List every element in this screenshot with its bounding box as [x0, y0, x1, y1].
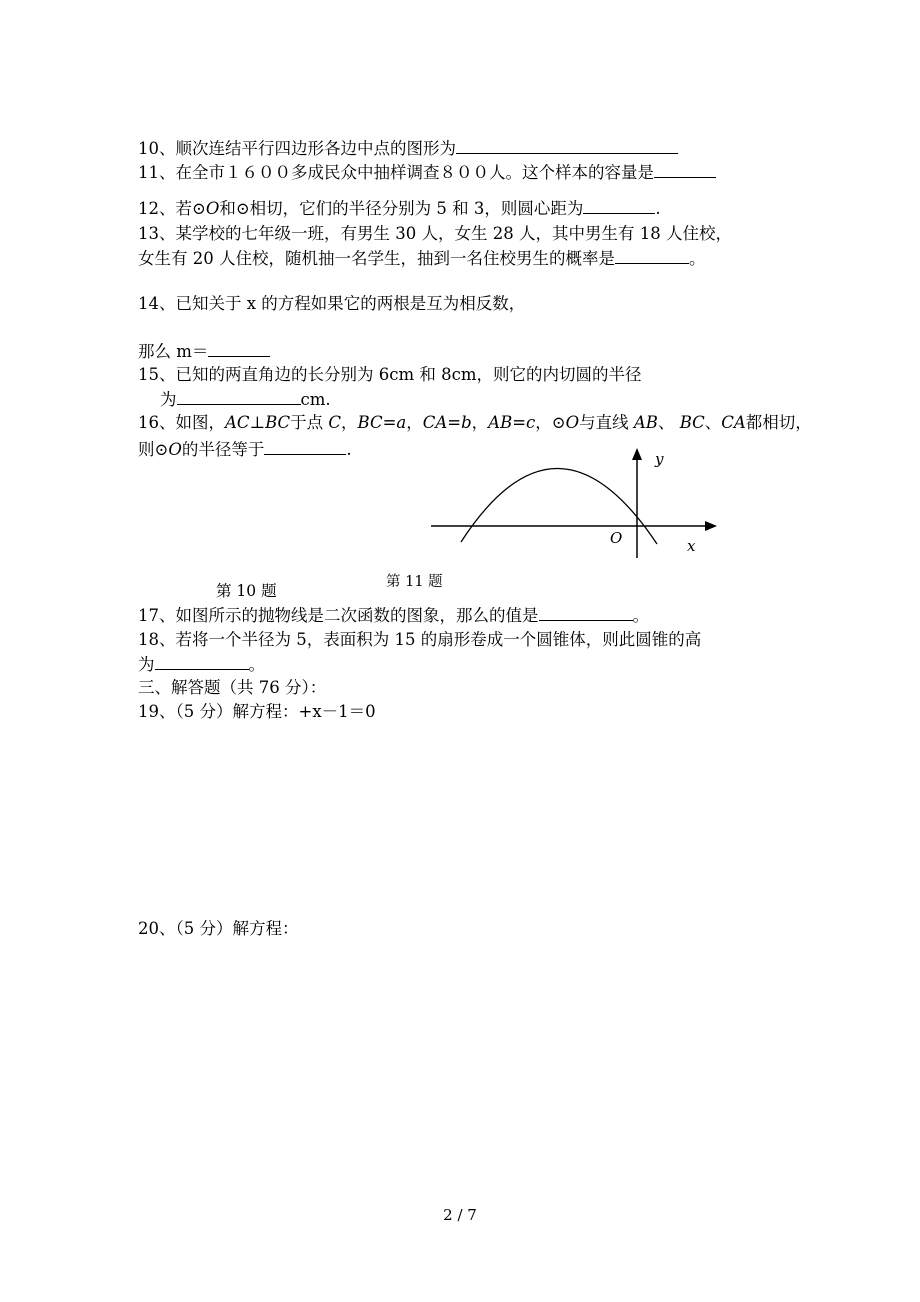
- parabola-curve: [461, 468, 657, 544]
- answer-blank[interactable]: [264, 438, 346, 455]
- circle-label: O: [565, 413, 580, 432]
- q16-text: 16、如图，: [138, 413, 225, 432]
- question-13-line-2: [138, 247, 706, 270]
- q16-text: 的半径等于: [181, 440, 265, 459]
- answer-blank[interactable]: [654, 161, 716, 178]
- question-16-line-2: [138, 438, 352, 461]
- question-17: [138, 604, 649, 627]
- q16-text: ，: [471, 413, 489, 432]
- q16-text: 、: [704, 413, 722, 432]
- q16-text: ，⊙: [535, 413, 566, 432]
- question-20: 20、（5 分）解方程：: [138, 919, 299, 938]
- answer-blank[interactable]: [177, 388, 301, 405]
- q16-text: 于点: [290, 413, 329, 432]
- question-10-text: 10、顺次连结平行四边形各边中点的图形为: [138, 139, 456, 158]
- parabola-figure: [425, 446, 735, 566]
- q16-text: ，: [341, 413, 358, 432]
- question-18-end: 。: [248, 655, 265, 674]
- question-18-text: 18、若将一个半径为 5，表面积为 15 的扇形卷成一个圆锥体，则此圆锥的高: [138, 630, 702, 649]
- section-3-heading: 三、解答题（共 76 分）：: [138, 678, 327, 697]
- answer-blank[interactable]: [539, 604, 633, 621]
- y-axis-label: y: [655, 450, 664, 468]
- answer-blank[interactable]: [155, 653, 249, 670]
- question-16-line-1: [138, 412, 812, 434]
- question-15-text: 15、已知的两直角边的长分别为 6cm 和 8cm，则它的内切圆的半径: [138, 365, 642, 384]
- q16-text: 与直线: [579, 413, 634, 432]
- unit-label: cm.: [300, 390, 331, 409]
- question-11-text: 11、在全市１６００多成民众中抽样调查８００人。这个样本的容量是: [138, 163, 654, 182]
- question-18-text: 为: [138, 655, 155, 674]
- bc-equals-a: BC=a: [357, 413, 407, 432]
- question-12-text: 12、若⊙: [138, 199, 206, 218]
- circle-label: O: [205, 199, 220, 218]
- question-13-end: 。: [689, 249, 706, 268]
- y-axis-arrow: [632, 448, 642, 460]
- question-12: [138, 197, 661, 220]
- question-15-line-1: [138, 364, 642, 386]
- question-18-line-1: [138, 629, 701, 651]
- question-11: [138, 161, 716, 184]
- question-10: [138, 137, 678, 160]
- question-14-text: 那么 m＝: [138, 342, 209, 361]
- q16-text: 则⊙: [138, 440, 169, 459]
- figure-caption-11: 第 11 题: [386, 574, 443, 590]
- q16-text: 都相切，: [745, 413, 812, 432]
- origin-label: O: [610, 529, 623, 547]
- segment-bc: BC: [265, 413, 291, 432]
- question-13-text: 13、某学校的七年级一班，有男生 30 人，女生 28 人，其中男生有 18 人住校，: [138, 224, 732, 243]
- ab-equals-c: AB=c: [488, 413, 536, 432]
- answer-blank[interactable]: [583, 197, 655, 214]
- answer-blank[interactable]: [208, 340, 270, 357]
- figure-caption-10: 第 10 题: [216, 582, 277, 600]
- circle-label: O: [168, 440, 182, 459]
- segment-ac: AC: [225, 413, 250, 432]
- question-15-line-2: [160, 388, 331, 411]
- q16-text: 、: [657, 413, 680, 432]
- perp-symbol: ⊥: [249, 413, 266, 432]
- question-19: 19、（5 分）解方程：+x－1＝0: [138, 702, 376, 721]
- question-14-line-2: [138, 340, 270, 363]
- point-c: C: [328, 413, 342, 432]
- question-12-end: .: [655, 199, 661, 218]
- line-ca: CA: [721, 413, 746, 432]
- line-ab: AB: [633, 413, 658, 432]
- q16-text: ，: [406, 413, 423, 432]
- x-axis-label: x: [687, 537, 696, 555]
- question-14-line-1: [138, 293, 525, 315]
- question-13-text: 女生有 20 人住校，随机抽一名学生，抽到一名住校男生的概率是: [138, 249, 615, 268]
- page-number: 2 / 7: [443, 1206, 477, 1224]
- x-axis-arrow: [705, 521, 717, 531]
- answer-blank[interactable]: [615, 247, 689, 264]
- question-13-line-1: [138, 223, 732, 245]
- line-bc: BC: [679, 413, 705, 432]
- answer-blank[interactable]: [456, 137, 678, 154]
- q16-end: .: [346, 440, 352, 459]
- question-15-text: 为: [160, 390, 177, 409]
- question-17-end: 。: [632, 606, 649, 625]
- question-17-text: 17、如图所示的抛物线是二次函数的图象，那么的值是: [138, 606, 539, 625]
- question-18-line-2: [138, 653, 265, 676]
- question-14-text: 14、已知关于 x 的方程如果它的两根是互为相反数，: [138, 294, 526, 313]
- question-12-text: 和⊙相切，它们的半径分别为 5 和 3，则圆心距为: [219, 199, 584, 218]
- ca-equals-b: CA=b: [422, 413, 472, 432]
